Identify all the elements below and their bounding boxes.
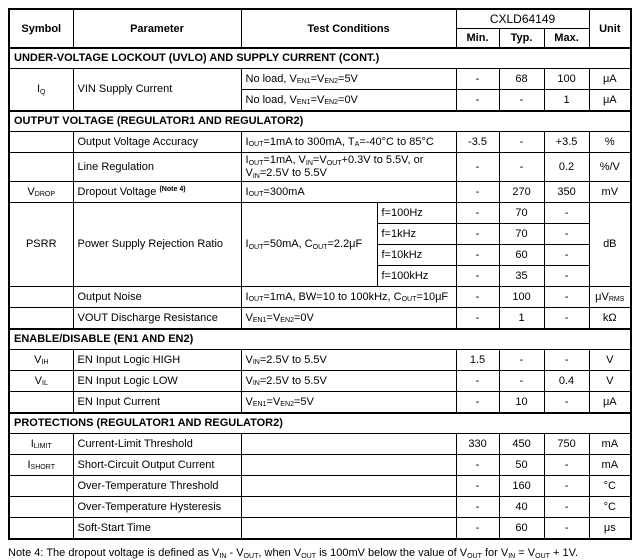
cell-symbol <box>9 518 73 540</box>
column-header-min: Min. <box>456 29 499 49</box>
cell-typ: - <box>499 350 544 371</box>
column-header-symbol: Symbol <box>9 9 73 48</box>
cell-min: - <box>456 476 499 497</box>
section-header: OUTPUT VOLTAGE (REGULATOR1 AND REGULATOR2) <box>9 111 631 132</box>
cell-symbol: $V_{IL}$ <box>9 371 73 392</box>
table-row <box>9 203 631 224</box>
cell-unit: mA <box>589 434 631 455</box>
cell-parameter: Current-Limit Threshold <box>73 434 241 455</box>
cell-unit: % <box>589 132 631 153</box>
cell-condition: $I_{OUT}=1mA$, BW=10 to 100kHz, $C_{OUT}=10\mu F$ <box>241 287 456 308</box>
cell-symbol: $V_{IH}$ <box>9 350 73 371</box>
cell-typ: 40 <box>499 497 544 518</box>
cell-parameter: EN Input Current <box>73 392 241 414</box>
column-header-max: Max. <box>544 29 589 49</box>
cell-condition: $I_{OUT}=50mA$, $C_{OUT}=2.2\mu F$ <box>241 203 377 287</box>
cell-symbol <box>9 497 73 518</box>
cell-parameter: Dropout Voltage $^{(Note 4)}$ <box>73 182 241 203</box>
table-row <box>9 371 631 392</box>
cell-min: - <box>456 266 499 287</box>
cell-unit: V <box>589 371 631 392</box>
table-body <box>9 48 631 539</box>
cell-min: - <box>456 153 499 182</box>
cell-typ: 1 <box>499 308 544 330</box>
table-row <box>9 287 631 308</box>
cell-condition: $I_{OUT}=1mA$ to 300mA, $T_A=-40^\circ C$ to 85°C <box>241 132 456 153</box>
cell-typ: - <box>499 90 544 112</box>
cell-max: 0.4 <box>544 371 589 392</box>
cell-typ: 450 <box>499 434 544 455</box>
cell-unit: °C <box>589 497 631 518</box>
cell-min: - <box>456 182 499 203</box>
cell-symbol: $I_Q$ <box>9 69 73 112</box>
cell-symbol <box>9 153 73 182</box>
cell-unit: μs <box>589 518 631 540</box>
cell-min: - <box>456 308 499 330</box>
cell-typ: 160 <box>499 476 544 497</box>
table-row <box>9 497 631 518</box>
section-row <box>9 111 631 132</box>
cell-parameter: VIN Supply Current <box>73 69 241 112</box>
cell-typ: 270 <box>499 182 544 203</box>
cell-condition: No load, $V_{EN1}=V_{EN2}=0V$ <box>241 90 456 112</box>
table-row <box>9 455 631 476</box>
cell-typ: 70 <box>499 203 544 224</box>
cell-max: 1 <box>544 90 589 112</box>
cell-condition <box>241 455 456 476</box>
table-row <box>9 476 631 497</box>
electrical-characteristics-table <box>8 8 632 540</box>
cell-typ: 35 <box>499 266 544 287</box>
section-header: UNDER-VOLTAGE LOCKOUT (UVLO) AND SUPPLY CURRENT (CONT.) <box>9 48 631 69</box>
cell-max: 350 <box>544 182 589 203</box>
section-header: ENABLE/DISABLE (EN1 AND EN2) <box>9 329 631 350</box>
cell-unit: %/V <box>589 153 631 182</box>
table-row <box>9 392 631 414</box>
cell-min: - <box>456 392 499 414</box>
cell-min: - <box>456 69 499 90</box>
cell-min: - <box>456 203 499 224</box>
header-row-1 <box>9 9 631 29</box>
cell-unit: dB <box>589 203 631 287</box>
cell-parameter: Line Regulation <box>73 153 241 182</box>
cell-parameter: Output Noise <box>73 287 241 308</box>
cell-condition: $V_{EN1}=V_{EN2}=0V$ <box>241 308 456 330</box>
cell-condition <box>241 434 456 455</box>
cell-symbol <box>9 132 73 153</box>
cell-max: - <box>544 518 589 540</box>
cell-condsub: f=1kHz <box>377 224 456 245</box>
cell-unit: mA <box>589 455 631 476</box>
cell-min: - <box>456 224 499 245</box>
cell-symbol <box>9 308 73 330</box>
cell-unit: μA <box>589 90 631 112</box>
section-row <box>9 48 631 69</box>
cell-condition <box>241 518 456 540</box>
section-header: PROTECTIONS (REGULATOR1 AND REGULATOR2) <box>9 413 631 434</box>
cell-min: - <box>456 518 499 540</box>
cell-typ: 100 <box>499 287 544 308</box>
cell-condsub: f=100kHz <box>377 266 456 287</box>
cell-parameter: Over-Temperature Hysteresis <box>73 497 241 518</box>
cell-condition <box>241 497 456 518</box>
cell-max: 750 <box>544 434 589 455</box>
section-row <box>9 329 631 350</box>
cell-typ: 60 <box>499 245 544 266</box>
cell-symbol: $V_{DROP}$ <box>9 182 73 203</box>
cell-unit: μA <box>589 392 631 414</box>
cell-max: - <box>544 350 589 371</box>
cell-max: - <box>544 245 589 266</box>
cell-condsub: f=100Hz <box>377 203 456 224</box>
cell-max: - <box>544 266 589 287</box>
cell-max: - <box>544 287 589 308</box>
cell-symbol <box>9 392 73 414</box>
cell-unit: mV <box>589 182 631 203</box>
cell-parameter: Power Supply Rejection Ratio <box>73 203 241 287</box>
cell-parameter: Output Voltage Accuracy <box>73 132 241 153</box>
cell-condsub: f=10kHz <box>377 245 456 266</box>
cell-typ: - <box>499 371 544 392</box>
column-header-test-conditions: Test Conditions <box>241 9 456 48</box>
section-row <box>9 413 631 434</box>
cell-typ: 60 <box>499 518 544 540</box>
cell-max: 100 <box>544 69 589 90</box>
cell-condition: $I_{OUT}=300mA$ <box>241 182 456 203</box>
cell-condition: $I_{OUT}=1mA$, $V_{IN}=V_{OUT}+0.3V$ to 5.5V, or $V_{IN}=2.5V$ to 5.5V <box>241 153 456 182</box>
cell-max: - <box>544 476 589 497</box>
cell-max: - <box>544 224 589 245</box>
cell-min: - <box>456 455 499 476</box>
cell-typ: 70 <box>499 224 544 245</box>
cell-max: - <box>544 203 589 224</box>
cell-condition: No load, $V_{EN1}=V_{EN2}=5V$ <box>241 69 456 90</box>
cell-condition: $V_{IN}=2.5V$ to 5.5V <box>241 371 456 392</box>
cell-parameter: Over-Temperature Threshold <box>73 476 241 497</box>
cell-unit: μA <box>589 69 631 90</box>
table-row <box>9 182 631 203</box>
table-row <box>9 69 631 90</box>
cell-symbol: $I_{LIMIT}$ <box>9 434 73 455</box>
cell-max: - <box>544 455 589 476</box>
cell-typ: 68 <box>499 69 544 90</box>
cell-max: - <box>544 392 589 414</box>
cell-symbol <box>9 287 73 308</box>
device-part-number: CXLD64149 <box>456 9 589 29</box>
cell-unit: $\mu V_{RMS}$ <box>589 287 631 308</box>
cell-parameter: VOUT Discharge Resistance <box>73 308 241 330</box>
cell-symbol: PSRR <box>9 203 73 287</box>
cell-condition: $V_{EN1}=V_{EN2}=5V$ <box>241 392 456 414</box>
cell-max: 0.2 <box>544 153 589 182</box>
column-header-typ: Typ. <box>499 29 544 49</box>
column-header-parameter: Parameter <box>73 9 241 48</box>
cell-symbol <box>9 476 73 497</box>
cell-symbol: $I_{SHORT}$ <box>9 455 73 476</box>
cell-parameter: EN Input Logic HIGH <box>73 350 241 371</box>
cell-unit: kΩ <box>589 308 631 330</box>
column-header-unit: Unit <box>589 9 631 48</box>
table-row <box>9 434 631 455</box>
cell-min: - <box>456 245 499 266</box>
cell-typ: 50 <box>499 455 544 476</box>
cell-condition: $V_{IN}=2.5V$ to 5.5V <box>241 350 456 371</box>
cell-parameter: Short-Circuit Output Current <box>73 455 241 476</box>
table-row <box>9 153 631 182</box>
cell-unit: °C <box>589 476 631 497</box>
table-row <box>9 132 631 153</box>
table-row <box>9 350 631 371</box>
table-row <box>9 518 631 540</box>
cell-typ: - <box>499 153 544 182</box>
table-row <box>9 308 631 330</box>
cell-typ: - <box>499 132 544 153</box>
cell-max: +3.5 <box>544 132 589 153</box>
cell-parameter: Soft-Start Time <box>73 518 241 540</box>
cell-unit: V <box>589 350 631 371</box>
cell-typ: 10 <box>499 392 544 414</box>
cell-min: - <box>456 90 499 112</box>
cell-max: - <box>544 497 589 518</box>
cell-min: - <box>456 371 499 392</box>
cell-min: 1.5 <box>456 350 499 371</box>
cell-condition <box>241 476 456 497</box>
cell-parameter: EN Input Logic LOW <box>73 371 241 392</box>
cell-min: - <box>456 497 499 518</box>
cell-max: - <box>544 308 589 330</box>
table-header <box>9 9 631 48</box>
cell-min: -3.5 <box>456 132 499 153</box>
cell-min: 330 <box>456 434 499 455</box>
footnote-note4: Note 4: The dropout voltage is defined as $V_{IN} - V_{OUT}$, when $V_{OUT}$ is 100mV below the value of $V_{OUT}$ for $V_{IN} = V_{OUT} + 1V$. <box>8 547 579 560</box>
cell-min: - <box>456 287 499 308</box>
